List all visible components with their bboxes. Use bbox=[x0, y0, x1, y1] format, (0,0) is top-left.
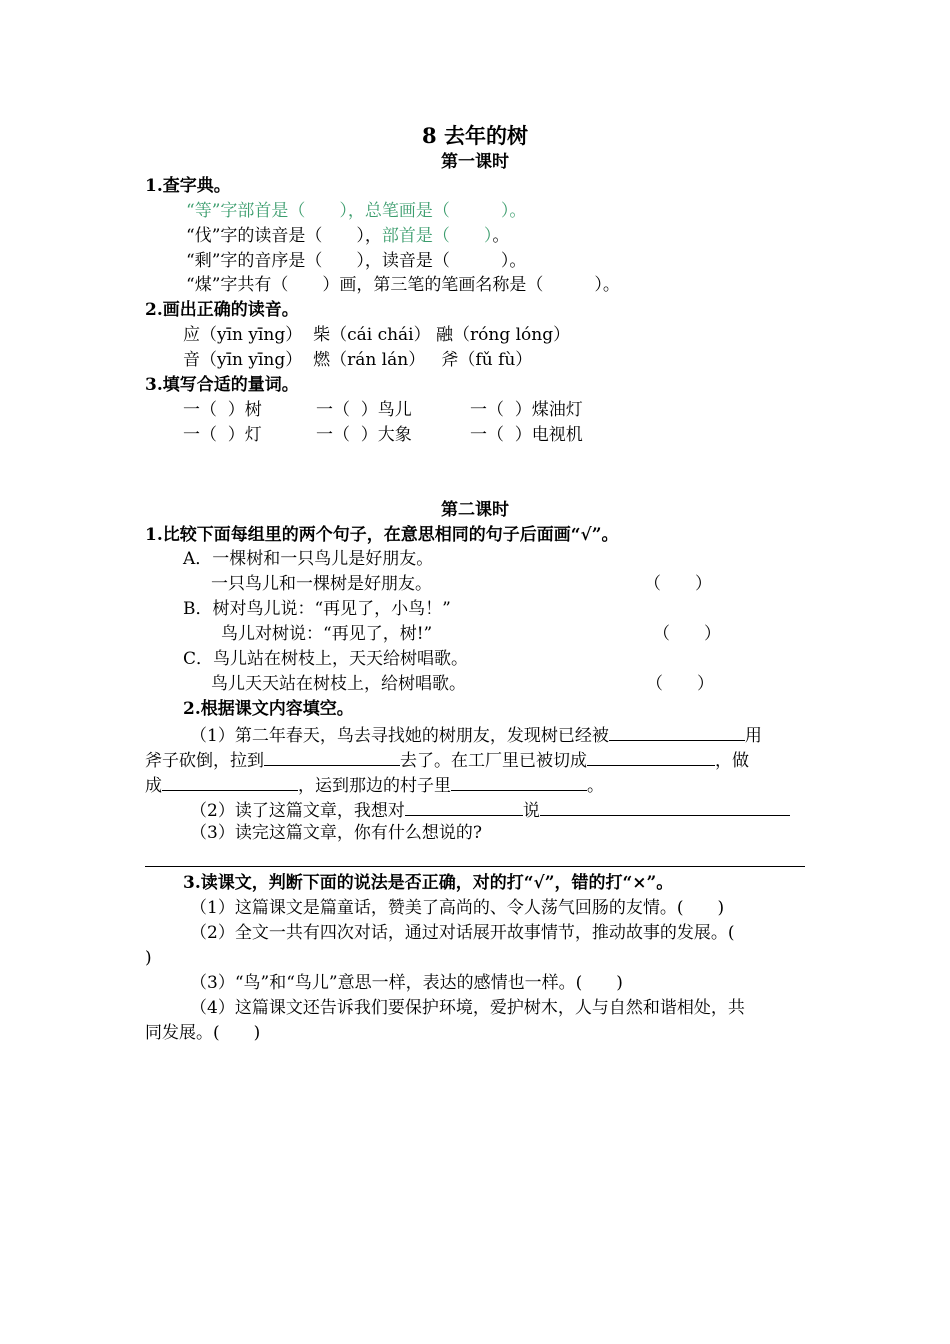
l2-q1-c-paren: （ ） bbox=[646, 674, 714, 694]
l1-q2-line1: 应（yīn yīng） 柴（cái chái） 融（róng lóng） bbox=[183, 325, 571, 345]
l1-q3-r2c1: 一（ ）灯 bbox=[183, 425, 262, 445]
blank-2[interactable] bbox=[264, 747, 400, 766]
l2-q3-s2b: ) bbox=[145, 948, 152, 968]
p1-text-f: 成 bbox=[145, 776, 162, 796]
p1-text-g: ，运到那边的村子里 bbox=[298, 776, 451, 796]
p1-text-a: （1）第二年春天，鸟去寻找她的树朋友，发现树已经被 bbox=[190, 726, 609, 746]
l1-q3-label: 3.填写合适的量词。 bbox=[145, 375, 299, 395]
l1-q1-line1: “等”字部首是（ ），总笔画是（ ）。 bbox=[186, 201, 527, 221]
l2-q1-a1: A．一棵树和一只鸟儿是好朋友。 bbox=[183, 549, 434, 569]
l2-q1-c1: C．鸟儿站在树枝上，天天给树唱歌。 bbox=[183, 649, 469, 669]
blank-1[interactable] bbox=[609, 722, 745, 741]
blank-4[interactable] bbox=[162, 772, 298, 791]
page-title: 8 去年的树 bbox=[422, 123, 528, 148]
l2-q2-p1-line3 bbox=[145, 772, 604, 798]
l1-q1-line3: “剩”字的音序是（ ），读音是（ ）。 bbox=[186, 251, 527, 271]
l1-q1-line2 bbox=[186, 224, 509, 248]
blank-5[interactable] bbox=[451, 772, 587, 791]
p2-text-a: （2）读了这篇文章，我想对 bbox=[190, 801, 405, 821]
p1-text-b: 用 bbox=[744, 726, 762, 746]
l2-q2-p3: （3）读完这篇文章，你有什么想说的? bbox=[190, 823, 482, 843]
l2-q1-a-paren: （ ） bbox=[644, 574, 712, 594]
l1-q2-label: 2.画出正确的读音。 bbox=[145, 300, 299, 320]
l2-q3-label: 3.读课文，判断下面的说法是否正确，对的打“√”，错的打“×”。 bbox=[183, 873, 674, 893]
l2-q2-p1-line2 bbox=[145, 747, 749, 773]
lesson1-heading: 第一课时 bbox=[441, 152, 509, 172]
l1-q1-label: 1.查字典。 bbox=[145, 176, 231, 196]
l1-q3-r1c1: 一（ ）树 bbox=[183, 400, 262, 420]
blank-7[interactable] bbox=[540, 797, 790, 816]
l2-q3-s4b: 同发展。( ) bbox=[145, 1023, 261, 1043]
l2-q2-p1-line1 bbox=[190, 722, 762, 748]
l2-q3-s2a: （2）全文一共有四次对话，通过对话展开故事情节，推动故事的发展。( bbox=[190, 923, 735, 943]
blank-3[interactable] bbox=[587, 747, 715, 766]
l1-q1-line2-a: “伐”字的读音是（ ）， bbox=[186, 226, 382, 246]
p2-text-b: 说 bbox=[522, 801, 540, 821]
l1-q1-line2-c: 。 bbox=[492, 226, 510, 246]
l1-q3-r2c3: 一（ ）电视机 bbox=[470, 425, 583, 445]
p1-text-d: 去了。在工厂里已被切成 bbox=[400, 751, 587, 771]
l2-q1-b-paren: （ ） bbox=[653, 624, 721, 644]
blank-6[interactable] bbox=[405, 797, 523, 816]
l2-q1-a2: 一只鸟儿和一棵树是好朋友。 bbox=[211, 574, 432, 594]
l2-q2-label: 2.根据课文内容填空。 bbox=[183, 699, 354, 719]
l1-q3-r2c2: 一（ ）大象 bbox=[316, 425, 412, 445]
lesson2-heading: 第二课时 bbox=[441, 500, 509, 520]
l2-q1-c2: 鸟儿天天站在树枝上，给树唱歌。 bbox=[211, 674, 466, 694]
answer-line[interactable] bbox=[145, 866, 805, 867]
l2-q1-b2: 鸟儿对树说：“再见了，树!” bbox=[221, 624, 433, 644]
l1-q2-line2: 音（yīn yīng） 燃（rán lán） 斧（fǔ fù） bbox=[183, 350, 533, 370]
l2-q3-s3: （3）“鸟”和“鸟儿”意思一样，表达的感情也一样。( ) bbox=[190, 973, 623, 993]
p1-text-h: 。 bbox=[587, 776, 604, 796]
l1-q3-r1c3: 一（ ）煤油灯 bbox=[470, 400, 583, 420]
p1-text-c: 斧子砍倒，拉到 bbox=[145, 751, 264, 771]
l1-q1-line4: “煤”字共有（ ）画，第三笔的笔画名称是（ ）。 bbox=[186, 275, 620, 295]
l2-q3-s4a: （4）这篇课文还告诉我们要保护环境，爱护树木，人与自然和谐相处，共 bbox=[190, 998, 745, 1018]
p1-text-e: ，做 bbox=[715, 751, 749, 771]
l2-q1-label: 1.比较下面每组里的两个句子，在意思相同的句子后面画“√”。 bbox=[145, 525, 619, 545]
l2-q3-s1: （1）这篇课文是篇童话，赞美了高尚的、令人荡气回肠的友情。( ) bbox=[190, 898, 725, 918]
l2-q2-p2 bbox=[190, 797, 790, 823]
l1-q1-line2-b: 部首是（ ） bbox=[381, 226, 493, 246]
l1-q3-r1c2: 一（ ）鸟儿 bbox=[316, 400, 412, 420]
l2-q1-b1: B．树对鸟儿说：“再见了，小鸟！” bbox=[183, 599, 451, 619]
